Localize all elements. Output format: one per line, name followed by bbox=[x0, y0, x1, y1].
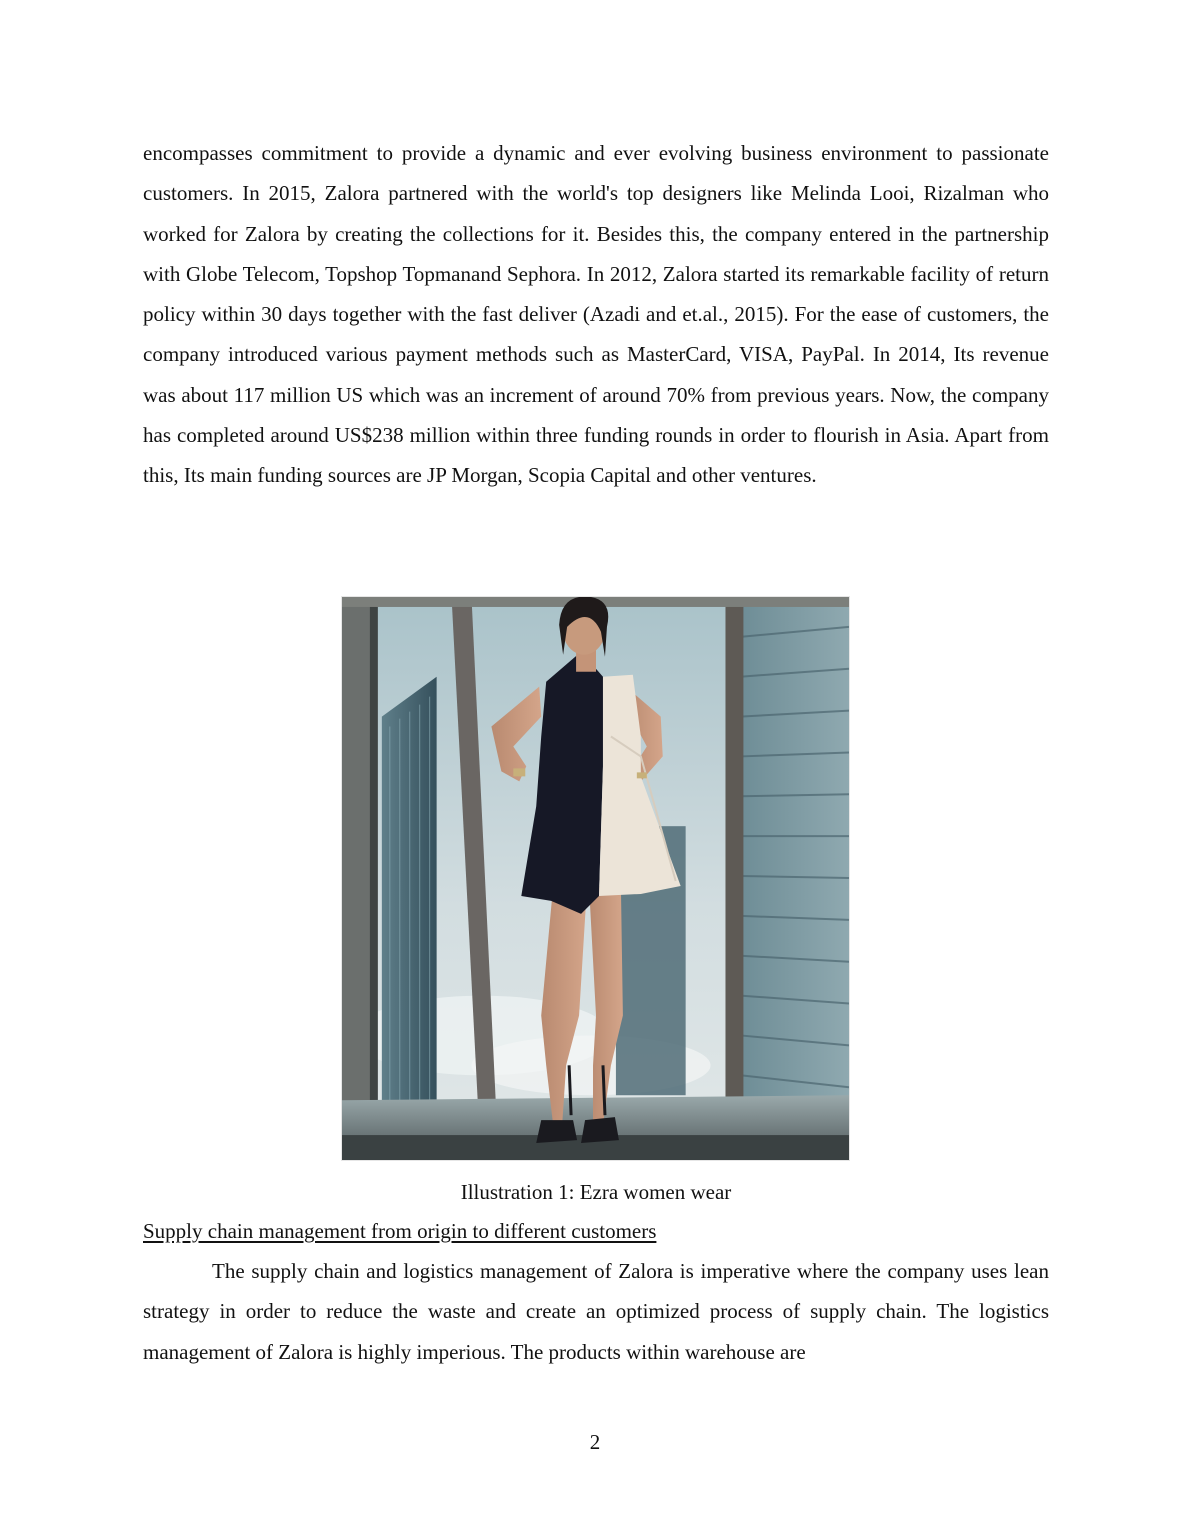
photo-illustration bbox=[342, 597, 849, 1160]
body-paragraph: The supply chain and logistics management of Zalora is imperative where the company uses lean strategy in order to reduce the waste and create an optimized process of supply chain. The logistics management of Zalora is highly imperious. The products within warehouse are bbox=[143, 1259, 1049, 1364]
body-paragraph: encompasses commitment to provide a dynamic and ever evolving business environment to passionate customers. In 2015, Zalora partnered with the world's top designers like Melinda Looi, Rizalman who worked for Zalora by creating the collections for it. Besides this, the company entered in the partnership with Globe Telecom, Topshop Topmanand Sephora. In 2012, Zalora started its remarkable facility of return policy within 30 days together with the fast deliver (Azadi and et.al., 2015). For the ease of customers, the company introduced various payment methods such as MasterCard, VISA, PayPal. In 2014, Its revenue was about 117 million US which was an increment of around 70% from previous years. Now, the company has completed around US$238 million within three funding rounds in order to flourish in Asia. Apart from this, Its main funding sources are JP Morgan, Scopia Capital and other ventures. bbox=[143, 141, 1049, 488]
figure-photo-woman-in-dress bbox=[341, 596, 850, 1161]
section-heading: Supply chain management from origin to different customers bbox=[143, 1219, 657, 1243]
figure-caption: Illustration 1: Ezra women wear bbox=[460, 1180, 732, 1204]
page-number: 2 bbox=[589, 1430, 601, 1454]
